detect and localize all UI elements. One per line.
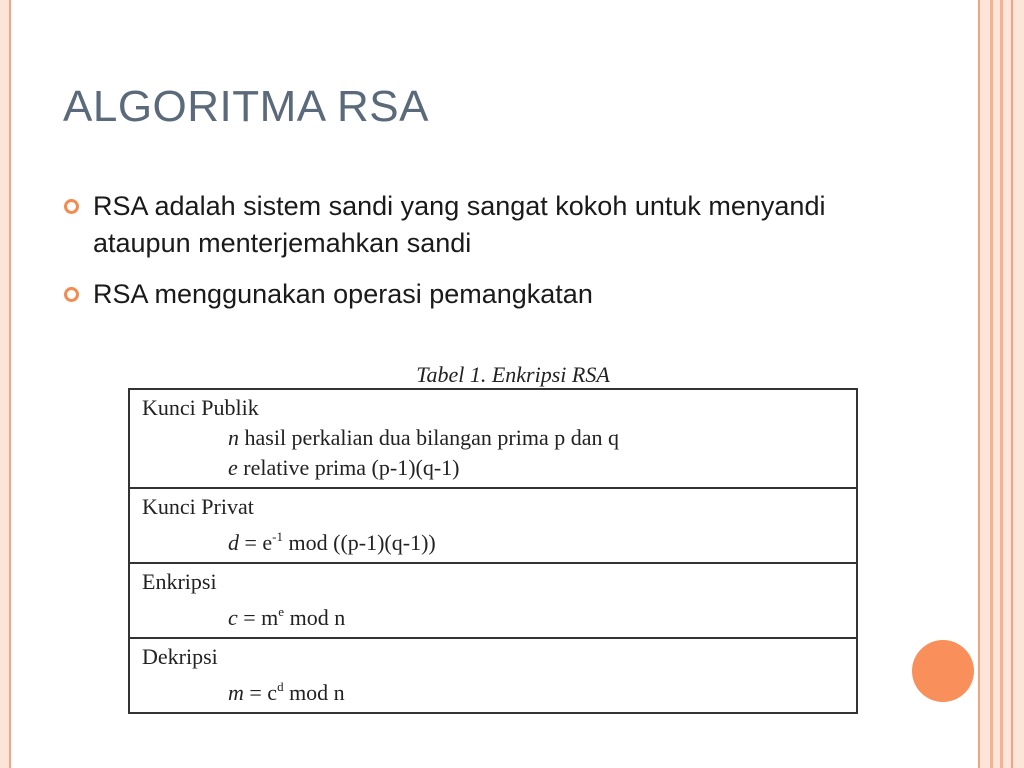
bullet-ring-icon xyxy=(64,287,79,302)
formula-superscript: d xyxy=(277,679,284,694)
math-variable: n xyxy=(228,425,239,450)
row-heading: Kunci Publik xyxy=(142,395,259,420)
border-stripe xyxy=(990,0,993,768)
border-stripe xyxy=(1000,0,1003,768)
table-row-encryption xyxy=(130,564,856,639)
row-line xyxy=(142,423,846,453)
formula-pre: = m xyxy=(237,605,279,630)
bullet-text: RSA menggunakan operasi pemangkatan xyxy=(93,279,593,309)
math-variable: m xyxy=(228,680,244,705)
row-line xyxy=(142,672,846,708)
math-variable: c xyxy=(228,605,238,630)
rsa-table-figure xyxy=(128,362,858,714)
math-variable: e xyxy=(228,455,238,480)
formula-post: mod n xyxy=(283,680,345,705)
row-heading: Dekripsi xyxy=(142,644,218,669)
bullet-item xyxy=(60,188,880,262)
bullet-text: RSA adalah sistem sandi yang sangat kokoh untuk menyandi ataupun menterjemahkan sandi xyxy=(93,191,826,258)
formula-superscript: -1 xyxy=(272,529,284,544)
row-line-text: relative prima (p-1)(q-1) xyxy=(237,455,460,480)
row-line xyxy=(142,597,846,633)
formula-pre: = c xyxy=(243,680,278,705)
table-row-private-key xyxy=(130,489,856,564)
row-line xyxy=(142,522,846,558)
table-row-public-key xyxy=(130,390,856,489)
row-heading: Enkripsi xyxy=(142,569,217,594)
left-border-frame xyxy=(0,0,11,768)
table-caption: Tabel 1. Enkripsi RSA xyxy=(416,362,610,387)
formula-post: mod ((p-1)(q-1)) xyxy=(283,530,436,555)
table-row-decryption xyxy=(130,639,856,712)
border-stripe xyxy=(978,0,980,768)
decorative-circle xyxy=(912,640,974,702)
formula-post: mod n xyxy=(284,605,346,630)
formula-pre: = e xyxy=(239,530,273,555)
bullet-item xyxy=(60,276,880,313)
math-variable: d xyxy=(228,530,239,555)
row-line xyxy=(142,453,846,483)
row-heading: Kunci Privat xyxy=(142,494,254,519)
right-border-frame xyxy=(978,0,1024,768)
bullet-list xyxy=(60,188,880,327)
formula-superscript: e xyxy=(278,604,285,619)
row-line-text: hasil perkalian dua bilangan prima p dan q xyxy=(239,425,619,450)
slide-title: ALGORITMA RSA xyxy=(63,82,429,131)
border-stripe xyxy=(1011,0,1013,768)
rsa-table xyxy=(128,388,858,714)
bullet-ring-icon xyxy=(64,199,79,214)
